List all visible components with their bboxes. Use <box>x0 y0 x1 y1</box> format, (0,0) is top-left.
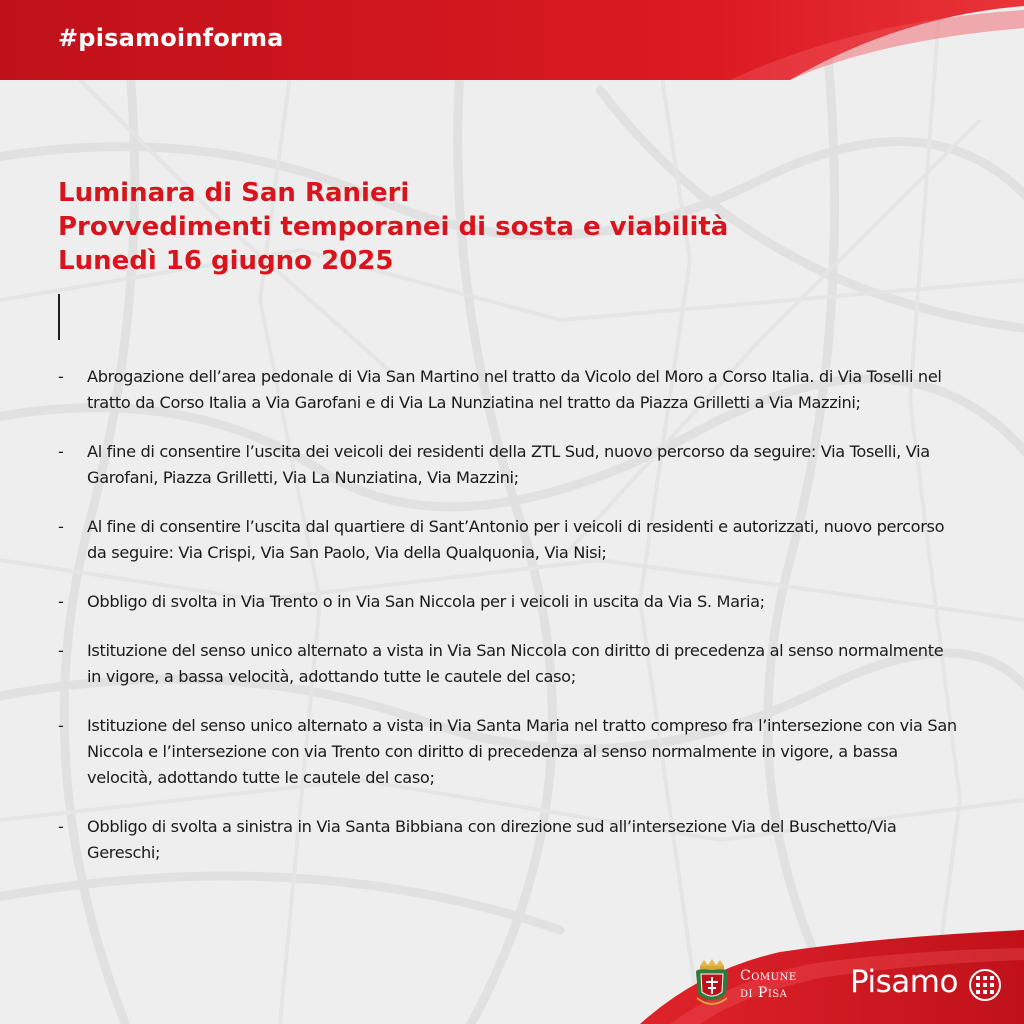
list-item <box>58 713 958 791</box>
pisamo-brand: Pisamo <box>850 964 958 1000</box>
item-text: Al fine di consentire l’uscita dei veicoli dei residenti della ZTL Sud, nuovo percorso da seguire: Via Toselli, Via Garofani, Piazza Grilletti, Via La Nunziatina, Via Mazzini; <box>87 442 930 487</box>
list-item <box>58 589 958 615</box>
provisions-list <box>58 364 958 889</box>
list-item <box>58 814 958 866</box>
title-line-date: Lunedì 16 giugno 2025 <box>58 246 394 276</box>
comune-line-2: di Pisa <box>740 985 788 1001</box>
page-title <box>58 176 958 278</box>
item-text: Obbligo di svolta in Via Trento o in Via San Niccola per i veicoli in uscita da Via S. Maria; <box>87 592 765 611</box>
bullet-dash: - <box>58 817 64 836</box>
list-item <box>58 364 958 416</box>
item-text: Istituzione del senso unico alternato a vista in Via Santa Maria nel tratto compreso fra l’intersezione con via San Niccola e l’intersezione con via Trento con diritto di precedenza al senso normalmente in vigore, a bassa velocità, adottando tutte le cautele del caso; <box>87 716 957 787</box>
bullet-dash: - <box>58 442 64 461</box>
list-item <box>58 638 958 690</box>
bullet-dash: - <box>58 641 64 660</box>
bullet-dash: - <box>58 716 64 735</box>
comune-line-1: Comune <box>740 968 797 984</box>
item-text: Abrogazione dell’area pedonale di Via San Martino nel tratto da Vicolo del Moro a Corso Italia. di Via Toselli nel tratto da Corso Italia a Via Garofani e di Via La Nunziatina nel tratto da Piazza Grilletti a Via Mazzini; <box>87 367 942 412</box>
hashtag-label: #pisamoinforma <box>58 24 284 52</box>
item-text: Al fine di consentire l’uscita dal quartiere di Sant’Antonio per i veicoli di residenti e autorizzati, nuovo percorso da seguire: Via Crispi, Via San Paolo, Via della Qualquonia, Via Nisi; <box>87 517 945 562</box>
pisa-crest-icon <box>694 958 730 1010</box>
pisamo-logo-icon <box>968 968 1002 1002</box>
header-banner <box>0 0 1024 120</box>
bullet-dash: - <box>58 517 64 536</box>
comune-di-pisa-logo <box>694 958 834 1010</box>
accent-divider <box>58 294 60 340</box>
bullet-dash: - <box>58 592 64 611</box>
list-item <box>58 439 958 491</box>
item-text: Obbligo di svolta a sinistra in Via Santa Bibbiana con direzione sud all’intersezione Via del Buschetto/Via Gereschi; <box>87 817 897 862</box>
item-text: Istituzione del senso unico alternato a vista in Via San Niccola con diritto di precedenza al senso normalmente in vigore, a bassa velocità, adottando tutte le cautele del caso; <box>87 641 944 686</box>
bullet-dash: - <box>58 367 64 386</box>
title-line-subject: Provvedimenti temporanei di sosta e viabilità <box>58 212 729 242</box>
list-item <box>58 514 958 566</box>
title-line-event: Luminara di San Ranieri <box>58 178 410 208</box>
